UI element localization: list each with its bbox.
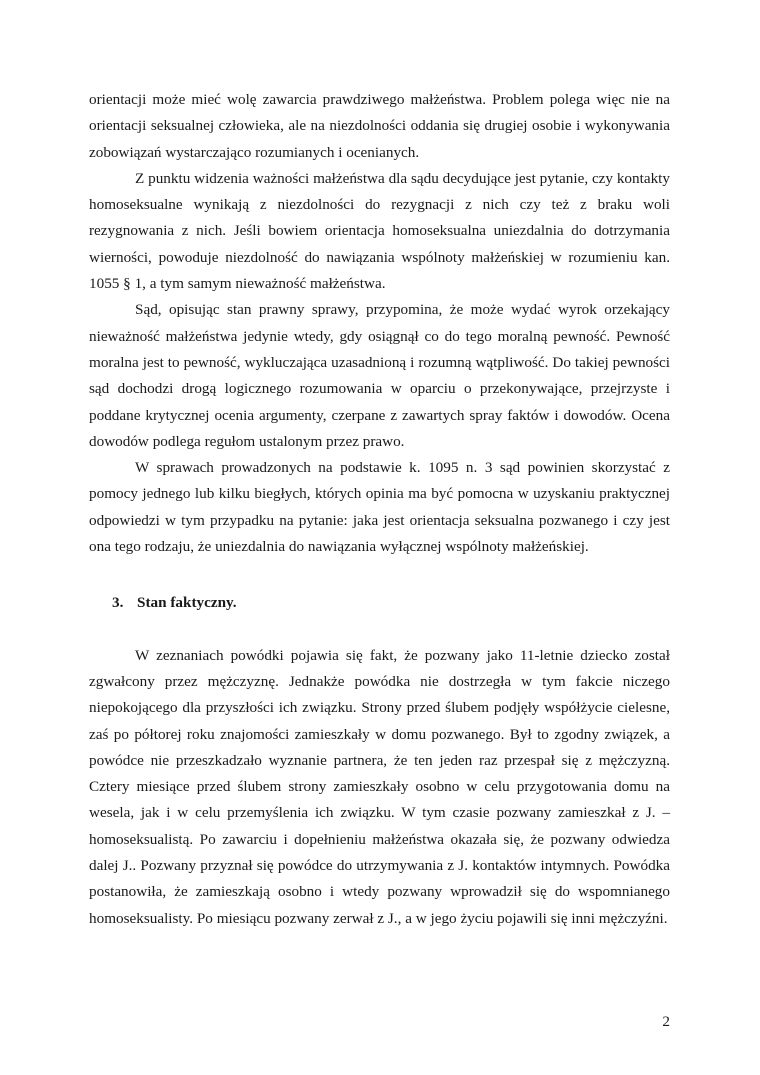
paragraph-moral-certainty: Sąd, opisując stan prawny sprawy, przypomina, że może wydać wyrok orzekający nieważność małżeństwa jedynie wtedy, gdy osiągnął co do tego moralną pewność. Pewność moralna jest to pewność, wykluczająca uzasadnioną i rozumną wątpliwość. Do takiej pewności sąd dochodzi drogą logicznego rozumowania w oparciu o przekonywające, przejrzyste i poddane krytycznej ocenia argumenty, czerpane z zawartych spray faktów i dowodów. Ocena dowodów podlega regułom ustalonym przez prawo.	[89, 301, 670, 450]
paragraph-facts: W zeznaniach powódki pojawia się fakt, że pozwany jako 11-letnie dziecko został zgwałcony przez mężczyznę. Jednakże powódka nie dostrzegła w tym fakcie niczego niepokojącego dla przyszłości ich związku. Strony przed ślubem podjęły współżycie cielesne, zaś po półtorej roku znajomości zamieszkały w domu pozwanego. Był to zgodny związek, a powódce nie przeszkadzało wyznanie partnera, że ten jeden raz przespał się z mężczyzną. Cztery miesiące przed ślubem strony zamieszkały osobno w celu przygotowania domu na wesela, jak i w celu przemyślenia ich związku. W tym czasie pozwany zamieszkał z J. – homoseksualistą. Po zawarciu i dopełnieniu małżeństwa okazała się, że pozwany odwiedza dalej J.. Pozwany przyznał się powódce do utrzymywania z J. kontaktów intymnych. Powódka postanowiła, że zamieszkają osobno i wtedy pozwany wprowadził się do wspomnianego homoseksualisty. Po miesiącu pozwany zerwał z J., a w jego życiu pojawili się inni mężczyźni.	[89, 646, 670, 927]
page-number: 2	[662, 1013, 670, 1030]
paragraph-continuation: orientacji może mieć wolę zawarcia prawdziwego małżeństwa. Problem polega więc nie na orientacji seksualnej człowieka, ale na niezdolności oddania się drugiej osobie i wykonywania zobowiązań wystarczająco rozumianych i ocenianych.	[89, 91, 670, 161]
section-number: 3.	[112, 594, 124, 612]
document-body	[89, 87, 670, 932]
paragraph-validity: Z punktu widzenia ważności małżeństwa dla sądu decydujące jest pytanie, czy kontakty homoseksualne wynikają z niezdolności do rezygnacji z nich czy też z braku woli rezygnowania z nich. Jeśli bowiem orientacja homoseksualna uniezdalnia do dotrzymania wierności, powoduje niezdolność do nawiązania wspólnoty małżeńskiej w rozumieniu kan. 1055 § 1, a tym samym nieważność małżeństwa.	[89, 169, 670, 293]
paragraph-experts: W sprawach prowadzonych na podstawie k. 1095 n. 3 sąd powinien skorzystać z pomocy jednego lub kilku biegłych, których opinia ma być pomocna w uzyskaniu praktycznej odpowiedzi w tym przypadku na pytanie: jaka jest orientacja seksualna pozwanego i czy jest ona tego rodzaju, że uniezdalnia do nawiązania wyłącznej wspólnoty małżeńskiej.	[89, 459, 670, 556]
section-title: Stan faktyczny.	[137, 594, 237, 612]
section-heading	[89, 590, 670, 616]
